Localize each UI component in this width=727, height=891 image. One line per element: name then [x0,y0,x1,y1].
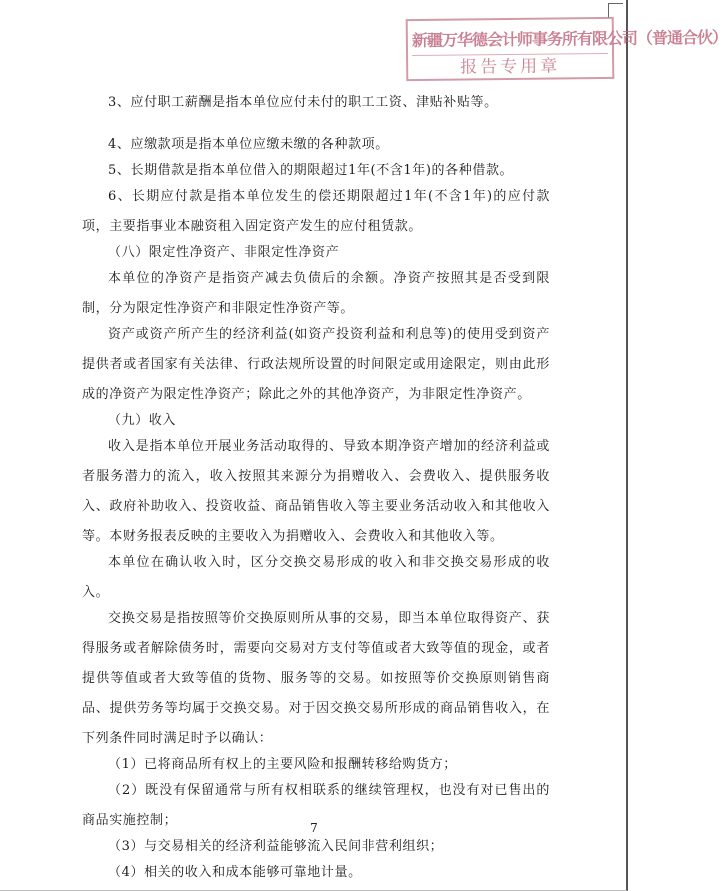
seal-label: 报告专用章 [460,56,561,78]
condition-4: （4）相关的收入和成本能够可靠地计量。 [108,865,362,880]
paragraph-net-assets: 本单位的净资产是指资产减去负债后的余额。净资产按照其是否受到限制，分为限定性净资产和非限定性净资产等。 [82,271,550,316]
paragraph-item-3: 3、应付职工薪酬是指本单位应付未付的职工工资、津贴补贴等。 [108,95,498,110]
condition-2: （2）既没有保留通常与所有权相联系的继续管理权，也没有对已售出的商品实施控制； [82,783,550,828]
condition-3: （3）与交易相关的经济利益能够流入民间非营利组织； [108,839,444,854]
section-heading-8: （八）限定性净资产、非限定性净资产 [108,245,340,260]
paragraph-item-5: 5、长期借款是指本单位借入的期限超过1年(不含1年)的各种借款。 [108,163,514,178]
paragraph-exchange-transaction: 交换交易是指按照等价交换原则所从事的交易，即当本单位取得资产、获得服务或者解除债务时，需要向交易对方支付等值或者大致等值的现金，或者提供等值或者大致等值的货物、服务等的交易。如按照等价交换原则销售商品、提供劳务等均属于交换交易。对于因交换交易所形成的商品销售收入，在下列条件同时满足时予以确认： [82,611,550,746]
condition-1: （1）已将商品所有权上的主要风险和报酬转移给购货方； [108,757,457,772]
paragraph-revenue-definition: 收入是指本单位开展业务活动取得的、导致本期净资产增加的经济利益或者服务潜力的流入，收入按照其来源分为捐赠收入、会费收入、提供服务收入、政府补助收入、投资收益、商品销售收入等主要业务活动收入和其他收入等。本财务报表反映的主要收入为捐赠收入、会费收入和其他收入等。 [82,439,550,544]
audit-report-seal [406,17,727,81]
corner-mark [608,3,623,18]
paragraph-item-6: 6、长期应付款是指本单位发生的偿还期限超过1年(不含1年)的应付款项，主要指事业本融资租入固定资产发生的应付租赁款。 [82,189,550,234]
paragraph-revenue-recognition: 本单位在确认收入时，区分交换交易形成的收入和非交换交易形成的收入。 [82,555,550,600]
paragraph-item-4: 4、应缴款项是指本单位应缴未缴的各种款项。 [108,137,389,152]
seal-firm-name: 新疆万华德会计师事务所有限公司（普通合伙） [412,25,608,56]
section-heading-9: （九）收入 [108,413,177,428]
paragraph-restricted-assets: 资产或资产所产生的经济利益(如资产投资利益和利息等)的使用受到资产提供者或者国家有关法律、行政法规所设置的时间限定或用途限定，则由此形成的净资产为限定性净资产；除此之外的其他净资产，为非限定性净资产。 [82,327,550,402]
page-number: 7 [310,821,318,835]
